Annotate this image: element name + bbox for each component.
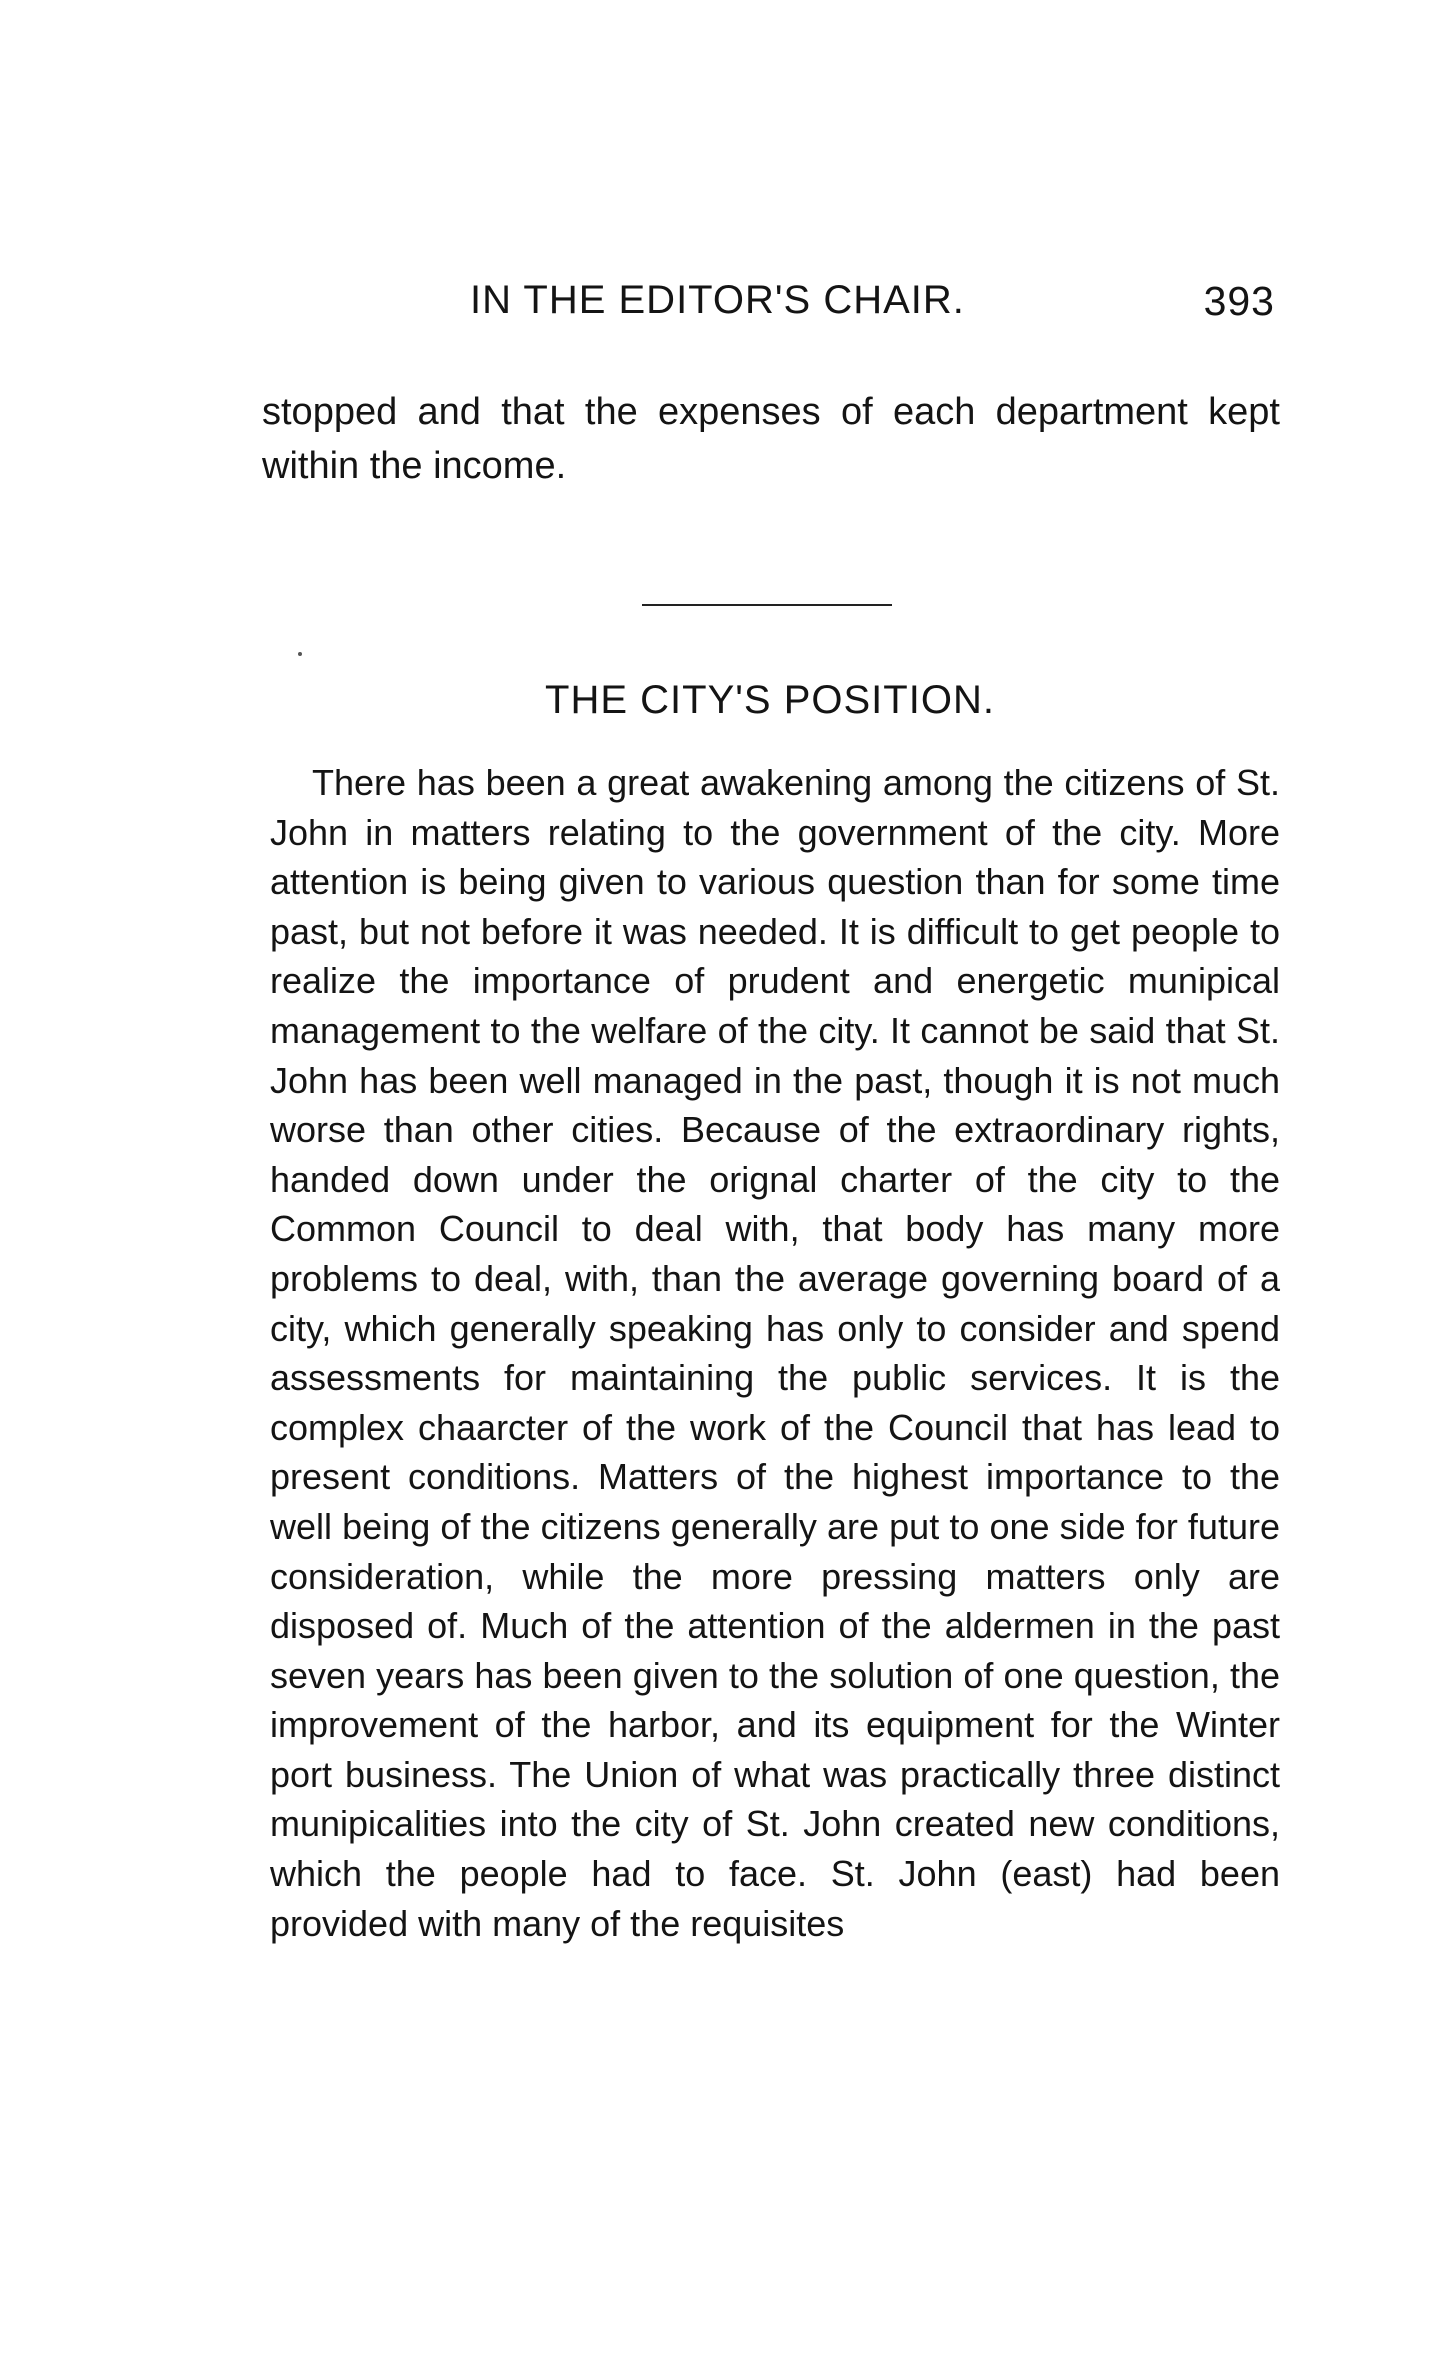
running-head-title: IN THE EDITOR'S CHAIR.	[470, 278, 965, 322]
article-body	[270, 758, 1280, 1948]
running-head	[250, 278, 1290, 338]
print-speck	[298, 652, 302, 656]
section-heading: THE CITY'S POSITION.	[545, 678, 995, 722]
continued-paragraph: stopped and that the expenses of each department kept within the income.	[262, 391, 1280, 487]
article-paragraph: There has been a great awakening among the citizens of St. John in matters relating to the government of the city. More attention is being given to various question than for some time past, but not before it was needed. It is difficult to get people to realize the importance of prudent and energetic munipical management to the welfare of the city. It cannot be said that St. John has been well managed in the past, though it is not much worse than other cities. Because of the extraordinary rights, handed down under the orignal charter of the city to the Common Council to deal with, that body has many more problems to deal, with, than the average governing board of a city, which generally speaking has only to consider and spend assessments for maintaining the public services. It is the complex chaarcter of the work of the Council that has lead to present conditions. Matters of the highest importance to the well being of the citizens generally are put to one side for future consideration, while the more pressing matters only are disposed of. Much of the attention of the aldermen in the past seven years has been given to the solution of one question, the improvement of the harbor, and its equipment for the Winter port business. The Union of what was practically three distinct munipicalities into the city of St. John created new conditions, which the people had to face. St. John (east) had been provided with many of the requisites	[270, 762, 1280, 1944]
page-number: 393	[1203, 278, 1275, 324]
section-divider-rule	[642, 604, 892, 606]
